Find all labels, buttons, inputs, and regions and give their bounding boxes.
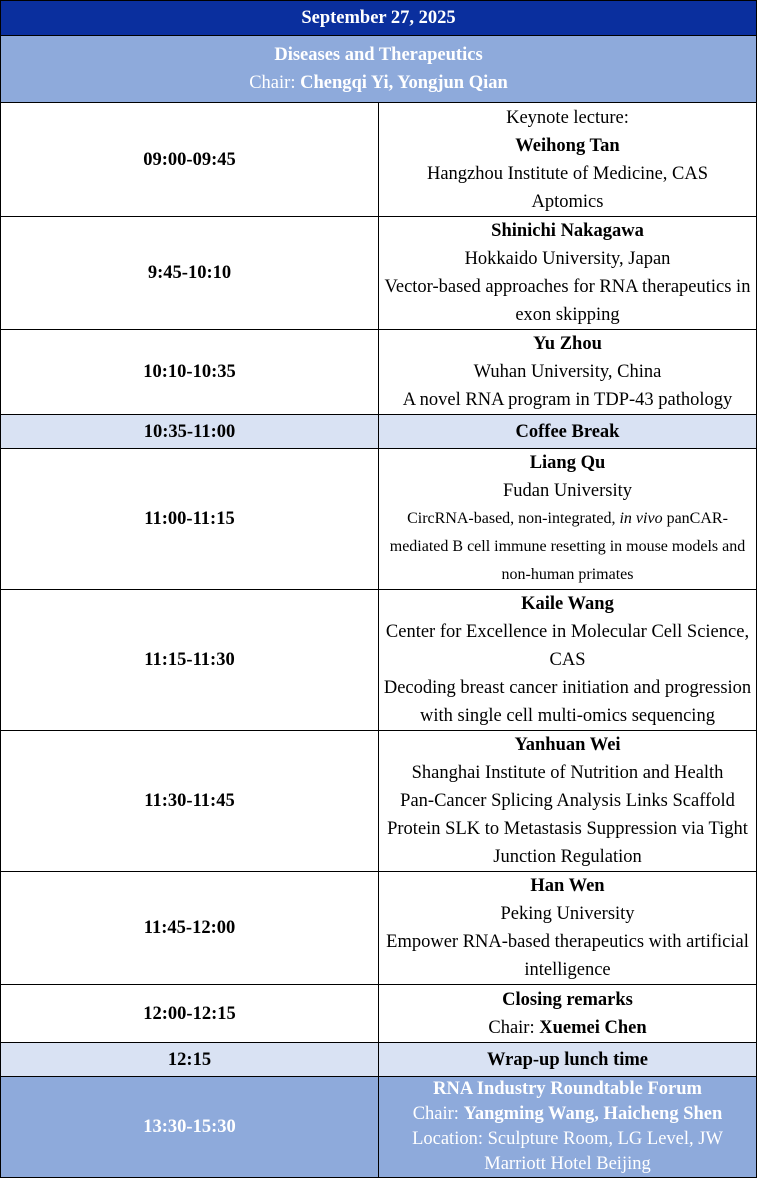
time-slot: 11:45-12:00 bbox=[1, 872, 379, 985]
closing-cell bbox=[379, 985, 757, 1043]
schedule-row bbox=[1, 731, 757, 872]
forum-cell bbox=[379, 1077, 757, 1178]
schedule-row bbox=[1, 590, 757, 731]
talk-title: Aptomics bbox=[531, 191, 604, 212]
session-chair: Chair: Chengqi Yi, Yongjun Qian bbox=[249, 73, 508, 93]
talk-cell bbox=[379, 590, 757, 731]
closing-label: Closing remarks bbox=[502, 989, 633, 1010]
speaker-name: Weihong Tan bbox=[515, 135, 620, 156]
affiliation: Fudan University bbox=[503, 481, 632, 501]
affiliation: Hokkaido University, Japan bbox=[464, 249, 671, 269]
lunch-row bbox=[1, 1043, 757, 1077]
affiliation: Wuhan University, China bbox=[473, 362, 662, 382]
session-header bbox=[1, 36, 757, 103]
time-slot: 13:30-15:30 bbox=[1, 1077, 379, 1178]
affiliation: Peking University bbox=[500, 904, 635, 924]
date-row bbox=[1, 1, 757, 36]
schedule-row bbox=[1, 330, 757, 415]
schedule-row bbox=[1, 449, 757, 590]
schedule-row bbox=[1, 217, 757, 330]
talk-type: Keynote lecture: bbox=[506, 107, 629, 128]
speaker-name: Liang Qu bbox=[529, 453, 606, 473]
talk-title: Decoding breast cancer initiation and progression with single cell multi-omics sequencing bbox=[383, 678, 752, 726]
break-label: Coffee Break bbox=[379, 415, 757, 449]
closing-row bbox=[1, 985, 757, 1043]
talk-cell bbox=[379, 330, 757, 415]
schedule-row bbox=[1, 103, 757, 217]
time-slot: 10:10-10:35 bbox=[1, 330, 379, 415]
talk-title: Vector-based approaches for RNA therapeutics in exon skipping bbox=[384, 277, 751, 325]
speaker-name: Yu Zhou bbox=[533, 334, 602, 354]
time-slot: 9:45-10:10 bbox=[1, 217, 379, 330]
schedule-row bbox=[1, 872, 757, 985]
affiliation: Shanghai Institute of Nutrition and Health bbox=[411, 763, 724, 783]
speaker-name: Han Wen bbox=[530, 876, 605, 896]
speaker-name: Yanhuan Wei bbox=[514, 735, 621, 755]
time-slot: 09:00-09:45 bbox=[1, 103, 379, 217]
lunch-label: Wrap-up lunch time bbox=[379, 1043, 757, 1077]
forum-title: RNA Industry Roundtable Forum bbox=[433, 1079, 702, 1099]
time-slot: 12:15 bbox=[1, 1043, 379, 1077]
closing-chair: Chair: Xuemei Chen bbox=[488, 1017, 647, 1038]
talk-cell bbox=[379, 731, 757, 872]
speaker-name: Shinichi Nakagawa bbox=[491, 221, 644, 241]
talk-cell bbox=[379, 103, 757, 217]
affiliation: Hangzhou Institute of Medicine, CAS bbox=[426, 163, 709, 184]
talk-title: Empower RNA-based therapeutics with artificial intelligence bbox=[386, 932, 749, 980]
time-slot: 10:35-11:00 bbox=[1, 415, 379, 449]
talk-title: CircRNA-based, non-integrated, in vivo panCAR-mediated B cell immune resetting in mouse models and non-human primates bbox=[389, 510, 746, 583]
time-slot: 11:15-11:30 bbox=[1, 590, 379, 731]
forum-chair: Chair: Yangming Wang, Haicheng Shen bbox=[412, 1104, 723, 1124]
time-slot: 11:30-11:45 bbox=[1, 731, 379, 872]
time-slot: 11:00-11:15 bbox=[1, 449, 379, 590]
break-row bbox=[1, 415, 757, 449]
date-header: September 27, 2025 bbox=[1, 1, 757, 36]
talk-title: A novel RNA program in TDP-43 pathology bbox=[402, 390, 733, 410]
talk-cell bbox=[379, 217, 757, 330]
affiliation: Center for Excellence in Molecular Cell Science, CAS bbox=[385, 622, 750, 670]
talk-title: Pan-Cancer Splicing Analysis Links Scaffold Protein SLK to Metastasis Suppression via Tight Junction Regulation bbox=[387, 791, 748, 867]
forum-location: Location: Sculpture Room, LG Level, JW Marriott Hotel Beijing bbox=[412, 1129, 723, 1174]
speaker-name: Kaile Wang bbox=[521, 594, 614, 614]
talk-cell bbox=[379, 449, 757, 590]
forum-row bbox=[1, 1077, 757, 1178]
session-row bbox=[1, 36, 757, 103]
time-slot: 12:00-12:15 bbox=[1, 985, 379, 1043]
talk-cell bbox=[379, 872, 757, 985]
session-title: Diseases and Therapeutics bbox=[274, 45, 483, 65]
